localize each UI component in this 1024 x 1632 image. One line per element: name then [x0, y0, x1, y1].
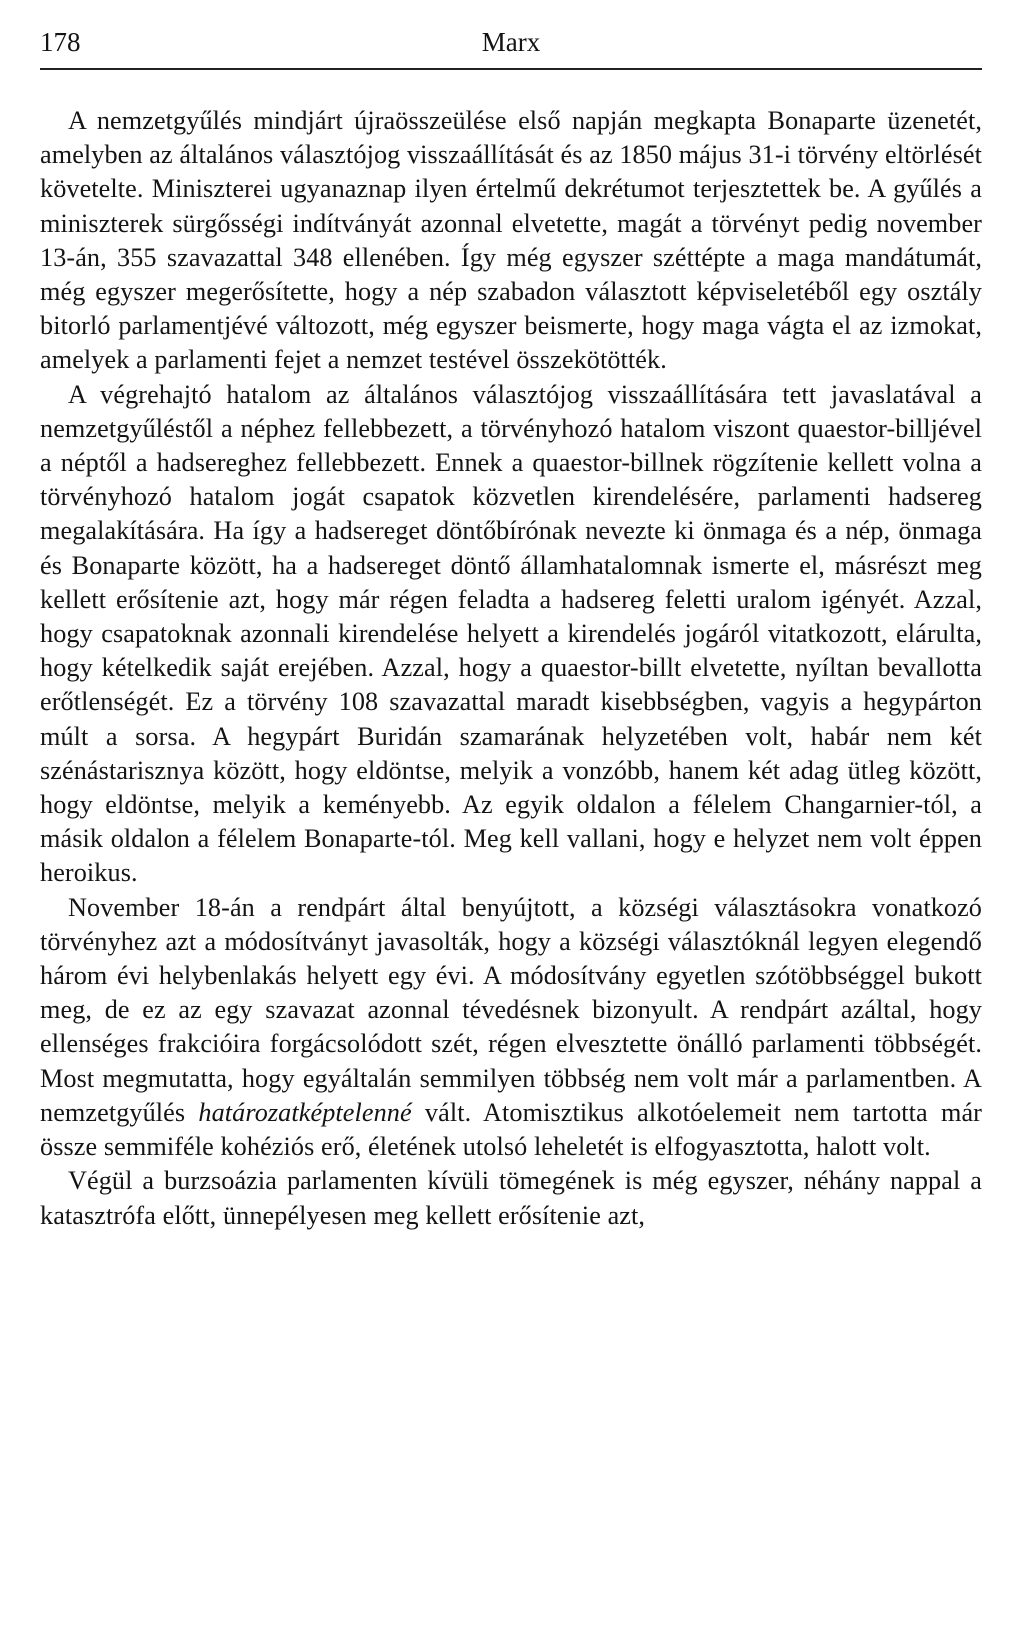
paragraph: Végül a burzsoázia parlamenten kívüli tömegének is még egyszer, néhány nappal a katasztrófa előtt, ünnepélyesen meg kellett erősítenie azt, [40, 1166, 982, 1230]
page-number: 178 [40, 27, 81, 57]
paragraph: A végrehajtó hatalom az általános választójog visszaállítására tett javaslatával a nemzetgyűléstől a néphez fellebbezett, a törvényhozó hatalom viszont quaestor-billjével a néptől a hadsereghez fellebbezett. Ennek a quaestor-billnek rögzítenie kellett volna a törvényhozó hatalom jogát csapatok közvetlen kirendelésére, parlamenti hadsereg megalakítására. Ha így a hadsereget döntőbírónak nevezte ki önmaga és a nép, önmaga és Bonaparte között, ha a hadsereget döntő államhatalomnak ismerte el, másrészt meg kellett erősítenie azt, hogy már régen feladta a hadsereg feletti uralom igényét. Azzal, hogy csapatoknak azonnali kirendelése helyett a kirendelés jogáról vitatkozott, elárulta, hogy kételkedik saját erejében. Azzal, hogy a quaestor-billt elvetette, nyíltan bevallotta erőtlenségét. Ez a törvény 108 szavazattal maradt kisebbségben, vagyis a hegypárton múlt a sorsa. A hegypárt Buridán szamarának helyzetében volt, habár nem két szénástarisznya között, hogy eldöntse, melyik a vonzóbb, hanem két adag ütleg között, hogy eldöntse, melyik a keményebb. Az egyik oldalon a félelem Changarnier-tól, a másik oldalon a félelem Bonaparte-tól. Meg kell vallani, hogy e helyzet nem volt éppen heroikus. [40, 379, 982, 888]
paragraph [40, 891, 982, 1165]
running-head [40, 22, 982, 62]
header-rule [40, 68, 982, 70]
running-title: Marx [481, 27, 541, 57]
paragraph-text: November 18-án a rendpárt által benyújtott, a községi választásokra vonatkozó törvényhez azt a módosítványt javasolták, hogy a községi választóknál legyen elegendő három évi helybenlakás helyett egy évi. A módosítvány egyetlen szótöbbséggel bukott meg, de ez az egy szavazat azonnal tévedésnek bizonyult. A rendpárt azáltal, hogy ellenséges frakcióira forgácsolódott szét, régen elvesztette önálló parlamenti többségét. Most megmutatta, hogy egyáltalán semmilyen többség nem volt már a parlamentben. A nemzetgyűlés [40, 892, 982, 1127]
paragraph-text: vált. Atomisztikus alkotóelemeit nem tartotta már össze semmiféle kohéziós erő, életének utolsó leheletét is elfogyasztotta, halott volt. [40, 1097, 983, 1162]
paragraph: A nemzetgyűlés mindjárt újraösszeülése első napján megkapta Bonaparte üzenetét, amelyben az általános választójog visszaállítását és az 1850 május 31-i törvény eltörlését követelte. Miniszterei ugyanaznap ilyen értelmű dekrétumot terjesztettek be. A gyűlés a miniszterek sürgősségi indítványát azonnal elvetette, magát a törvényt pedig november 13-án, 355 szavazattal 348 ellenében. Így még egyszer széttépte a maga mandátumát, még egyszer megerősítette, hogy a nép szabadon választott képviseletéből egy osztály bitorló parlamentjévé változott, még egyszer beismerte, hogy maga vágta el az izmokat, amelyek a parlamenti fejet a nemzet testével összekötötték. [40, 106, 982, 375]
emphasized-word: határozatképtelenné [198, 1097, 412, 1127]
book-page [40, 22, 982, 1233]
body-text [40, 104, 982, 1233]
